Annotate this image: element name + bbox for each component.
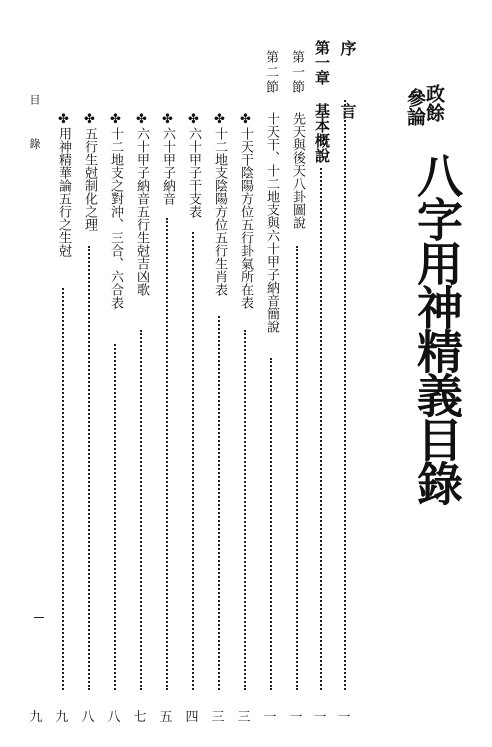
toc-entry: ✤十二地支陰陽方位五行生肖表 [212,112,227,296]
folio-dash [34,617,44,618]
page-number: 三 [211,710,225,725]
chapter-heading: 第一章 基本概說 [313,40,331,163]
leader-dots [296,246,298,690]
page-number: 一 [337,710,351,725]
leader-dots [140,330,142,690]
author-line-1: 政餘 [423,84,445,122]
page-number: 九 [55,710,69,725]
leader-dots [270,358,272,690]
leader-dots [166,218,168,690]
leader-dots [114,344,116,690]
leader-dots [320,168,322,690]
toc-entry: ✤十二地支之對沖、三合、六合表 [108,112,123,309]
page-number: 九 [29,710,43,725]
page-number: 三 [237,710,251,725]
page-number: 五 [159,710,173,725]
toc-entry: ✤用神精華論五行之生尅 [56,112,71,257]
preface-heading: 序 言 [338,40,357,133]
page-number: 八 [107,710,121,725]
toc-entry: ✤十天干陰陽方位五行卦氣所在表 [238,112,253,309]
leader-dots [88,246,90,690]
section-label: 第一節 [289,50,304,95]
running-header: 目 錄 [28,94,41,159]
page-number: 一 [313,710,327,725]
leader-dots [344,100,346,690]
page-number: 一 [289,710,303,725]
toc-entry: ✤六十甲子干支表 [186,112,201,218]
page-number: 一 [263,710,277,725]
leader-dots [62,288,64,690]
leader-dots [192,232,194,690]
page-number: 四 [185,710,199,725]
toc-entry: ✤五行生尅制化之理 [82,112,97,231]
leader-dots [244,330,246,690]
section-title: 先天與後天八卦圖說 [290,112,305,229]
section-title: 十天干、十二地支與六十甲子納音簡說 [264,112,279,333]
author-line-2: 參論 [404,88,426,126]
toc-entry: ✤六十甲子納音 [160,112,175,205]
leader-dots [218,316,220,690]
page-number: 七 [133,710,147,725]
toc-entry: ✤六十甲子納音五行生尅吉凶歌 [134,112,149,296]
section-label: 第二節 [263,50,278,95]
book-title: 八字用神精義目錄 [410,152,464,504]
page-number: 八 [81,710,95,725]
